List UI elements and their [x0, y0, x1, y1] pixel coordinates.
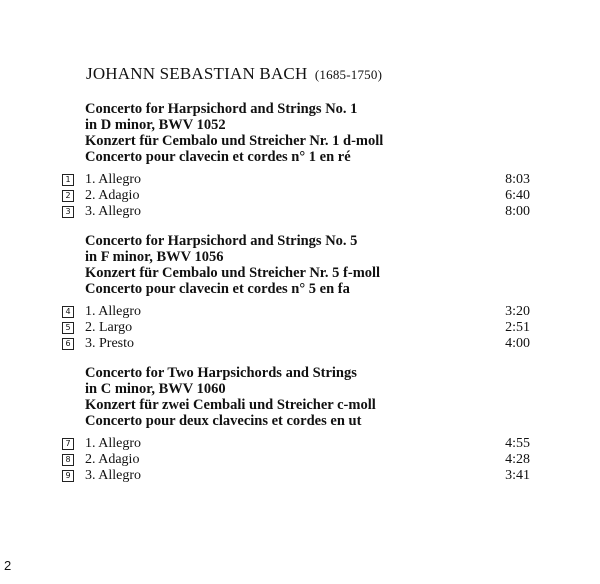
- work-bwv-1052: [62, 101, 542, 220]
- track-title: 2. Largo: [85, 320, 133, 335]
- track-number-box: 2: [62, 190, 74, 202]
- composer-dates: (1685-1750): [314, 67, 383, 82]
- track-duration: 3:41: [505, 468, 530, 483]
- composer-heading: [86, 64, 382, 84]
- track-row: [62, 436, 542, 452]
- work-title-en: Concerto for Harpsichord and Strings No. 1: [85, 101, 358, 117]
- work-key-en: in D minor, BWV 1052: [85, 117, 226, 133]
- track-duration: 3:20: [505, 304, 530, 319]
- track-row: [62, 320, 542, 336]
- track-duration: 4:00: [505, 336, 530, 351]
- work-title-fr: Concerto pour clavecin et cordes n° 1 en ré: [85, 149, 351, 165]
- track-title: 1. Allegro: [85, 172, 141, 187]
- track-list: [62, 172, 542, 220]
- work-title-fr: Concerto pour clavecin et cordes n° 5 en fa: [85, 281, 350, 297]
- page-number: 2: [4, 558, 12, 573]
- track-number-box: 5: [62, 322, 74, 334]
- track-duration: 4:55: [505, 436, 530, 451]
- track-title: 3. Allegro: [85, 204, 141, 219]
- work-bwv-1056: [62, 233, 542, 352]
- track-number-box: 8: [62, 454, 74, 466]
- track-row: [62, 172, 542, 188]
- track-number-box: 4: [62, 306, 74, 318]
- work-title-de: Konzert für Cembalo und Streicher Nr. 1 d-moll: [85, 133, 384, 149]
- work-title-de: Konzert für zwei Cembali und Streicher c-moll: [85, 397, 376, 413]
- work-titles: [85, 101, 542, 165]
- track-title: 3. Allegro: [85, 468, 141, 483]
- track-number-box: 6: [62, 338, 74, 350]
- work-title-en: Concerto for Harpsichord and Strings No. 5: [85, 233, 358, 249]
- track-title: 3. Presto: [85, 336, 134, 351]
- track-title: 2. Adagio: [85, 452, 140, 467]
- composer-name: JOHANN SEBASTIAN BACH: [86, 64, 308, 83]
- track-number-box: 7: [62, 438, 74, 450]
- work-title-en: Concerto for Two Harpsichords and Strings: [85, 365, 357, 381]
- track-title: 1. Allegro: [85, 436, 141, 451]
- work-titles: [85, 365, 542, 429]
- track-row: [62, 468, 542, 484]
- track-duration: 2:51: [505, 320, 530, 335]
- work-title-de: Konzert für Cembalo und Streicher Nr. 5 f-moll: [85, 265, 381, 281]
- track-row: [62, 204, 542, 220]
- work-key-en: in C minor, BWV 1060: [85, 381, 226, 397]
- track-number-box: 1: [62, 174, 74, 186]
- track-row: [62, 336, 542, 352]
- track-list: [62, 304, 542, 352]
- track-title: 2. Adagio: [85, 188, 140, 203]
- track-duration: 8:03: [505, 172, 530, 187]
- work-title-fr: Concerto pour deux clavecins et cordes en ut: [85, 413, 362, 429]
- track-row: [62, 188, 542, 204]
- work-titles: [85, 233, 542, 297]
- track-title: 1. Allegro: [85, 304, 141, 319]
- work-key-en: in F minor, BWV 1056: [85, 249, 224, 265]
- track-number-box: 3: [62, 206, 74, 218]
- work-bwv-1060: [62, 365, 542, 484]
- track-list: [62, 436, 542, 484]
- track-number-box: 9: [62, 470, 74, 482]
- track-duration: 6:40: [505, 188, 530, 203]
- track-row: [62, 452, 542, 468]
- track-duration: 8:00: [505, 204, 530, 219]
- track-duration: 4:28: [505, 452, 530, 467]
- track-row: [62, 304, 542, 320]
